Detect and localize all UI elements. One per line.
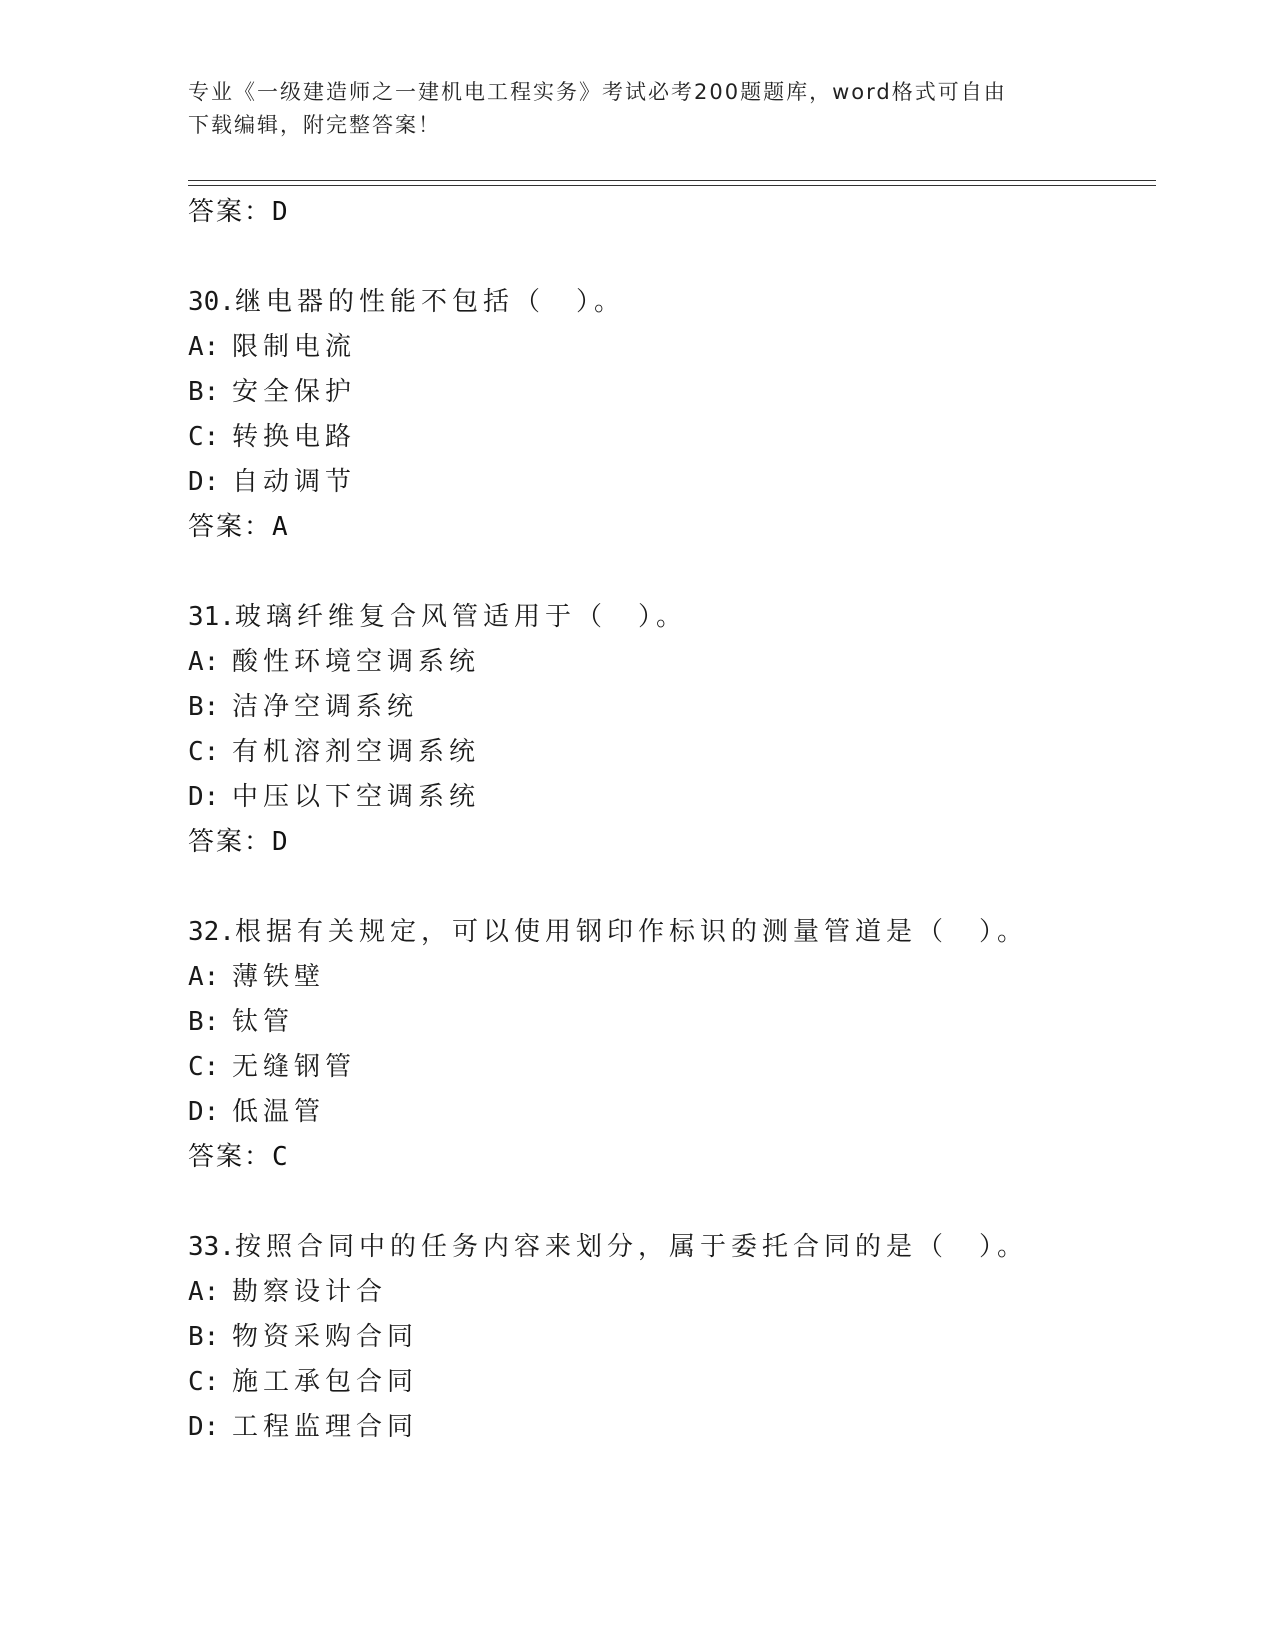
- question-number: 30.: [188, 287, 235, 317]
- answer-line: [188, 505, 1156, 550]
- option-text: 施工承包合同: [232, 1367, 419, 1397]
- option-text: 物资采购合同: [232, 1322, 419, 1352]
- option-key: D:: [188, 782, 220, 812]
- option-text: 有机溶剂空调系统: [232, 737, 481, 767]
- answer-value: D: [272, 827, 290, 857]
- question-31: [188, 595, 1156, 640]
- question-number: 33.: [188, 1232, 235, 1262]
- answer-value: A: [272, 512, 290, 542]
- question-number: 32.: [188, 917, 235, 947]
- option-key: C:: [188, 1367, 220, 1397]
- spacer: [188, 235, 1156, 280]
- answer-value: D: [272, 197, 290, 227]
- answer-line: [188, 820, 1156, 865]
- option-a: [188, 325, 1156, 370]
- option-text: 低温管: [232, 1097, 326, 1127]
- option-c: [188, 415, 1156, 460]
- option-key: D:: [188, 1097, 220, 1127]
- option-text: 自动调节: [232, 467, 357, 497]
- answer-label: 答案：: [188, 1142, 273, 1172]
- option-b: [188, 685, 1156, 730]
- option-key: A:: [188, 1277, 220, 1307]
- option-key: C:: [188, 737, 220, 767]
- option-text: 无缝钢管: [232, 1052, 357, 1082]
- answer-value: C: [272, 1142, 290, 1172]
- question-30: [188, 280, 1156, 325]
- option-b: [188, 370, 1156, 415]
- option-key: A:: [188, 962, 220, 992]
- option-key: A:: [188, 647, 220, 677]
- option-key: A:: [188, 332, 220, 362]
- option-d: [188, 1405, 1156, 1450]
- question-list: [188, 190, 1156, 1450]
- option-a: [188, 1270, 1156, 1315]
- spacer: [188, 550, 1156, 595]
- question-number: 31.: [188, 602, 235, 632]
- option-text: 薄铁壁: [232, 962, 326, 992]
- answer-label: 答案：: [188, 197, 273, 227]
- option-d: [188, 460, 1156, 505]
- question-text: 玻璃纤维复合风管适用于（ ）。: [234, 602, 687, 632]
- question-text: 按照合同中的任务内容来划分，属于委托合同的是（ ）。: [234, 1232, 1028, 1262]
- option-text: 洁净空调系统: [232, 692, 419, 722]
- option-b: [188, 1315, 1156, 1360]
- header-divider: [188, 180, 1156, 186]
- option-text: 安全保护: [232, 377, 357, 407]
- option-key: D:: [188, 467, 220, 497]
- option-text: 勘察设计合: [232, 1277, 388, 1307]
- option-text: 限制电流: [232, 332, 357, 362]
- option-key: C:: [188, 422, 220, 452]
- option-text: 工程监理合同: [232, 1412, 419, 1442]
- option-text: 中压以下空调系统: [232, 782, 481, 812]
- option-c: [188, 1360, 1156, 1405]
- spacer: [188, 1180, 1156, 1225]
- option-key: B:: [188, 692, 220, 722]
- option-key: B:: [188, 1007, 220, 1037]
- option-key: D:: [188, 1412, 220, 1442]
- option-key: C:: [188, 1052, 220, 1082]
- option-text: 转换电路: [232, 422, 357, 452]
- option-c: [188, 730, 1156, 775]
- option-key: B:: [188, 1322, 220, 1352]
- page-header: [188, 76, 1088, 142]
- question-33: [188, 1225, 1156, 1270]
- spacer: [188, 865, 1156, 910]
- option-d: [188, 1090, 1156, 1135]
- option-b: [188, 1000, 1156, 1045]
- answer-label: 答案：: [188, 827, 273, 857]
- question-32: [188, 910, 1156, 955]
- answer-label: 答案：: [188, 512, 273, 542]
- option-d: [188, 775, 1156, 820]
- option-text: 钛管: [232, 1007, 295, 1037]
- answer-line: [188, 1135, 1156, 1180]
- option-c: [188, 1045, 1156, 1090]
- header-line-1: 专业《一级建造师之一建机电工程实务》考试必考200题题库，word格式可自由: [188, 80, 1007, 104]
- option-key: B:: [188, 377, 220, 407]
- answer-line: [188, 190, 1156, 235]
- header-line-2: 下载编辑，附完整答案！: [188, 113, 441, 137]
- question-text: 继电器的性能不包括（ ）。: [234, 287, 625, 317]
- option-text: 酸性环境空调系统: [232, 647, 481, 677]
- question-text: 根据有关规定，可以使用钢印作标识的测量管道是（ ）。: [234, 917, 1028, 947]
- option-a: [188, 955, 1156, 1000]
- option-a: [188, 640, 1156, 685]
